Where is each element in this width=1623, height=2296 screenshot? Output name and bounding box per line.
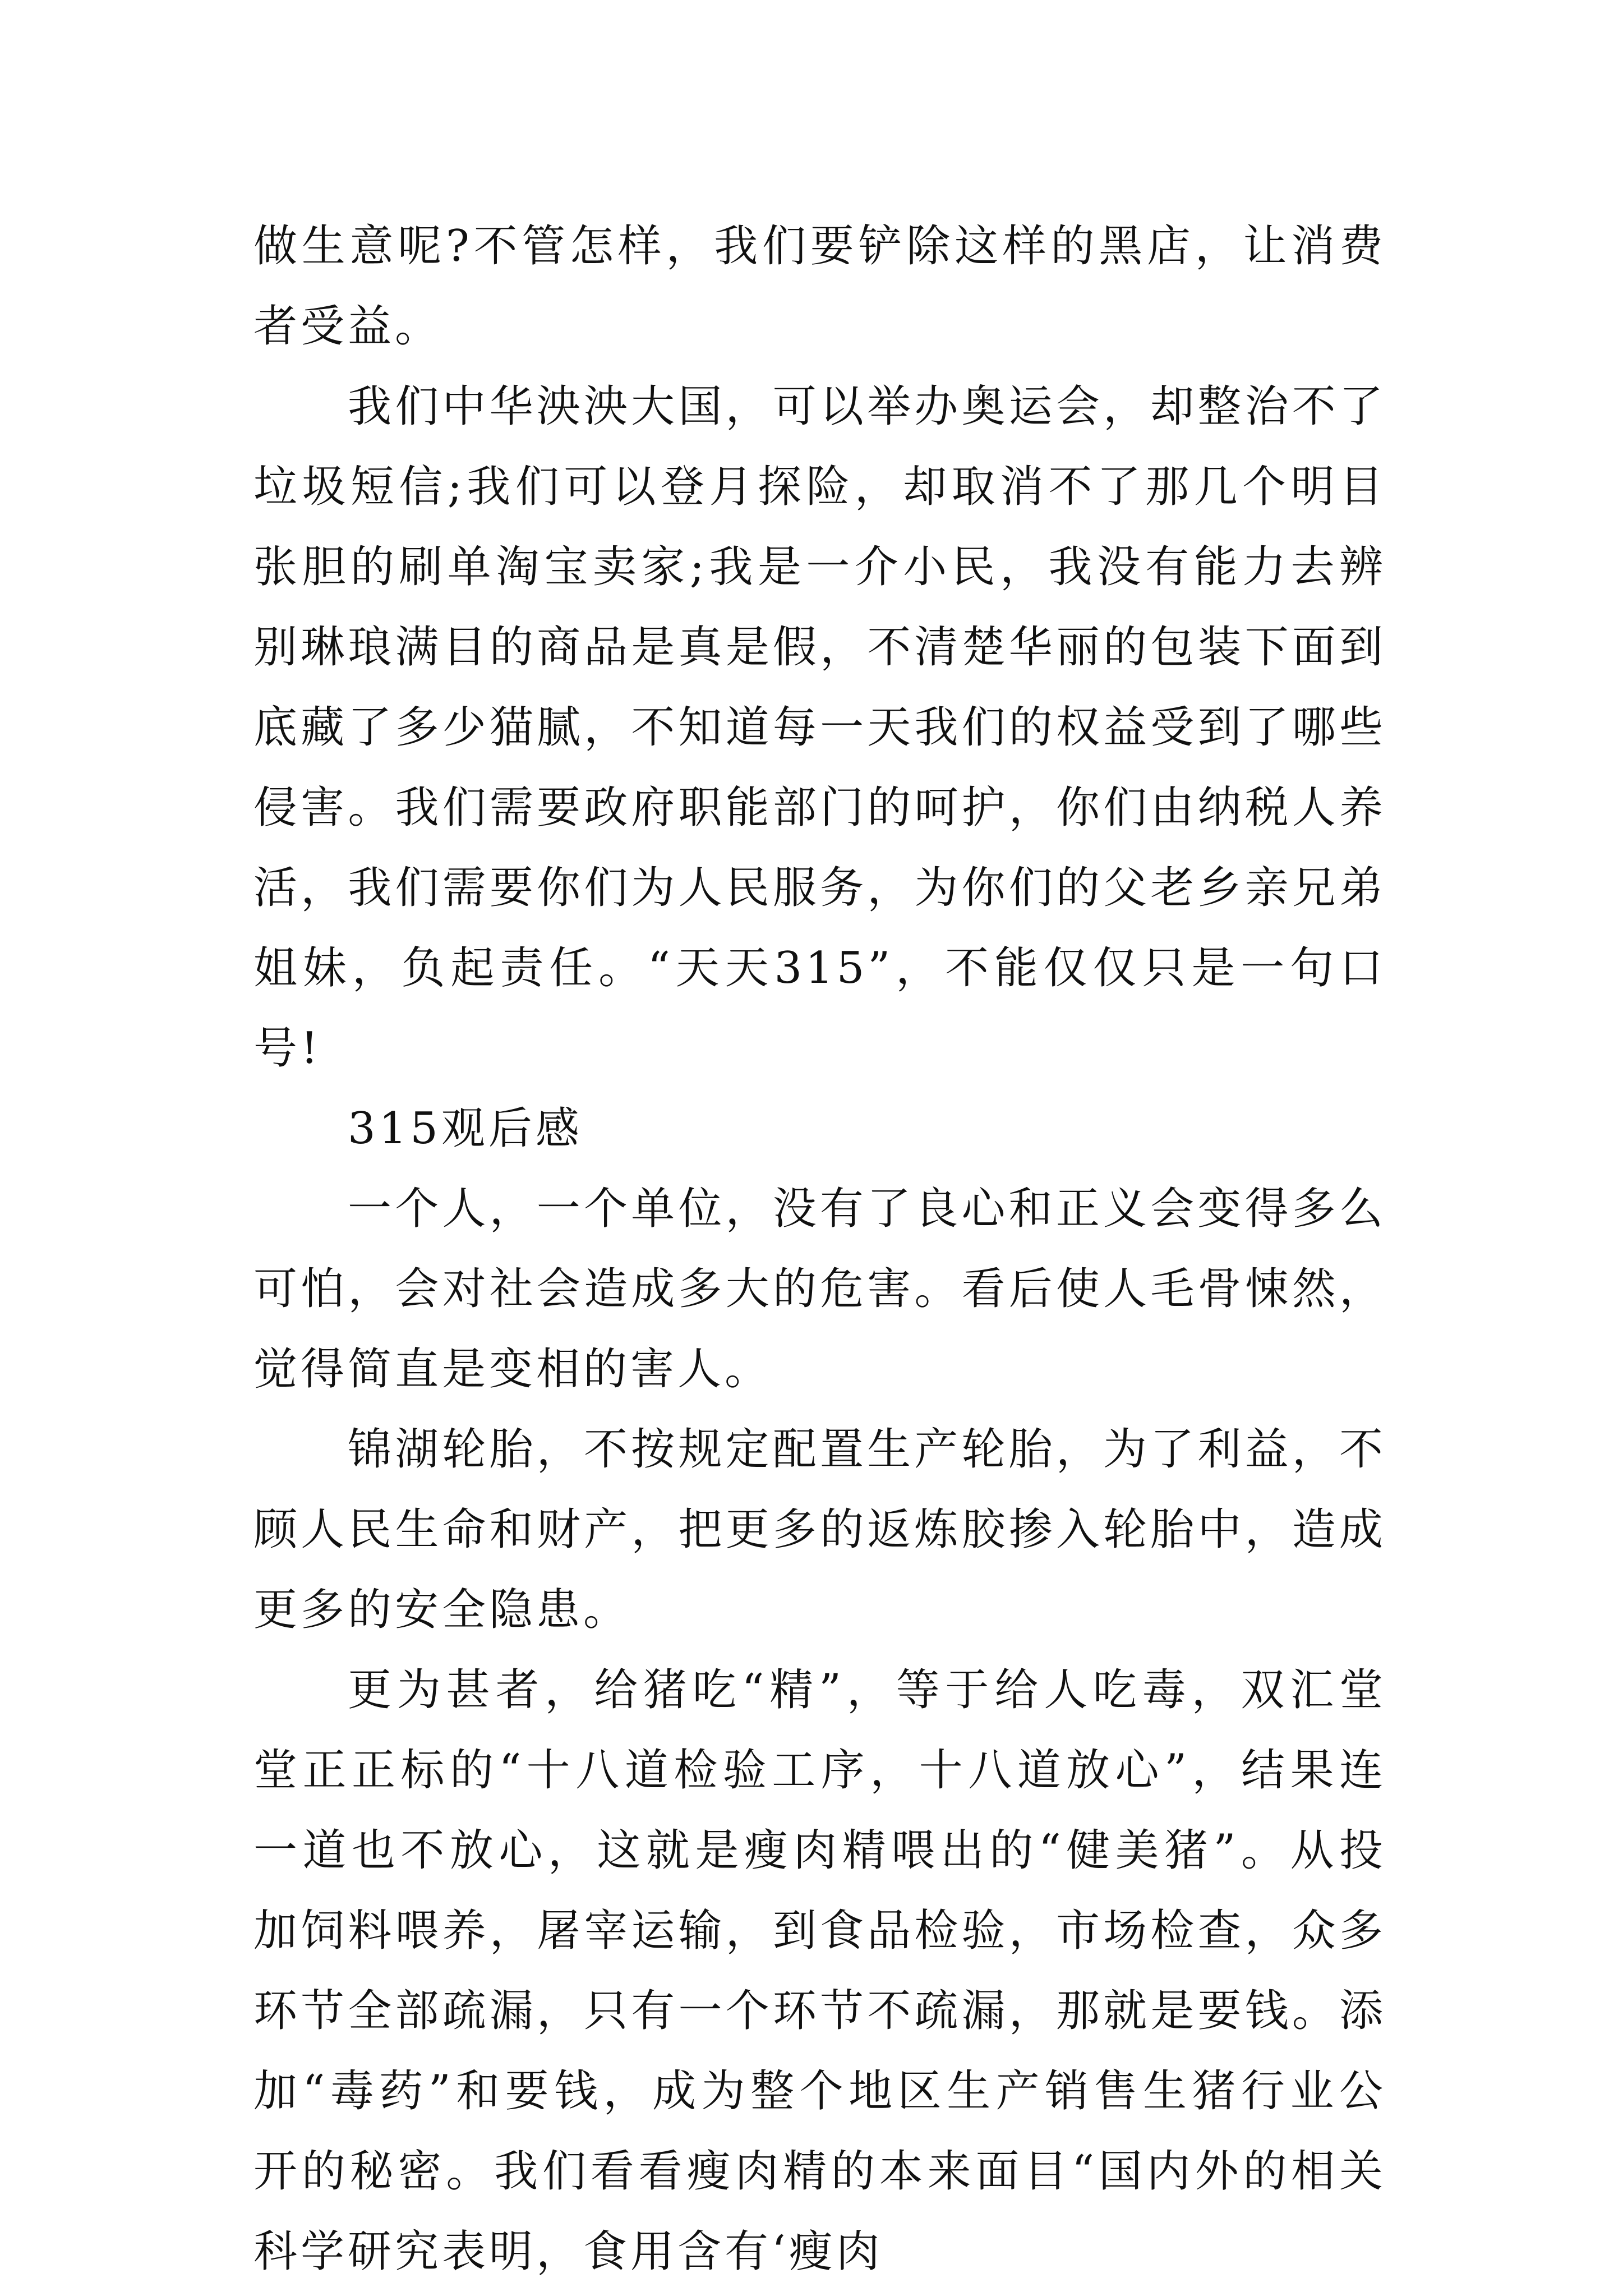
paragraph-2: 我们中华泱泱大国，可以举办奥运会，却整治不了垃圾短信;我们可以登月探险，却取消不了那几个明目张胆的刷单淘宝卖家;我是一介小民，我没有能力去辨别琳琅满目的商品是真是假，不清楚华丽的包装下面到底藏了多少猫腻，不知道每一天我们的权益受到了哪些侵害。我们需要政府职能部门的呵护，你们由纳税人养活，我们需要你们为人民服务，为你们的父老乡亲兄弟姐妹，负起责任。“天天315”，不能仅仅只是一句口号! (253, 381, 1386, 1074)
section-title: 315观后感 (348, 1103, 583, 1154)
document-body (253, 206, 1386, 2292)
paragraph-1: 做生意呢?不管怎样，我们要铲除这样的黑店，让消费者受益。 (253, 221, 1386, 352)
paragraph-4: 锦湖轮胎，不按规定配置生产轮胎，为了利益，不顾人民生命和财产，把更多的返炼胶掺入轮胎中，造成更多的安全隐患。 (253, 1424, 1386, 1635)
paragraph-5: 更为甚者，给猪吃“精”，等于给人吃毒，双汇堂堂正正标的“十八道检验工序，十八道放心”，结果连一道也不放心，这就是瘦肉精喂出的“健美猪”。从投加饲料喂养，屠宰运输，到食品检验，市场检查，众多环节全部疏漏，只有一个环节不疏漏，那就是要钱。添加“毒药”和要钱，成为整个地区生产销售生猪行业公开的秘密。我们看看瘦肉精的本来面目“国内外的相关科学研究表明，食用含有‘瘦肉 (253, 1665, 1386, 2277)
paragraph-3: 一个人，一个单位，没有了良心和正义会变得多么可怕，会对社会造成多大的危害。看后使人毛骨悚然，觉得简直是变相的害人。 (253, 1184, 1386, 1395)
